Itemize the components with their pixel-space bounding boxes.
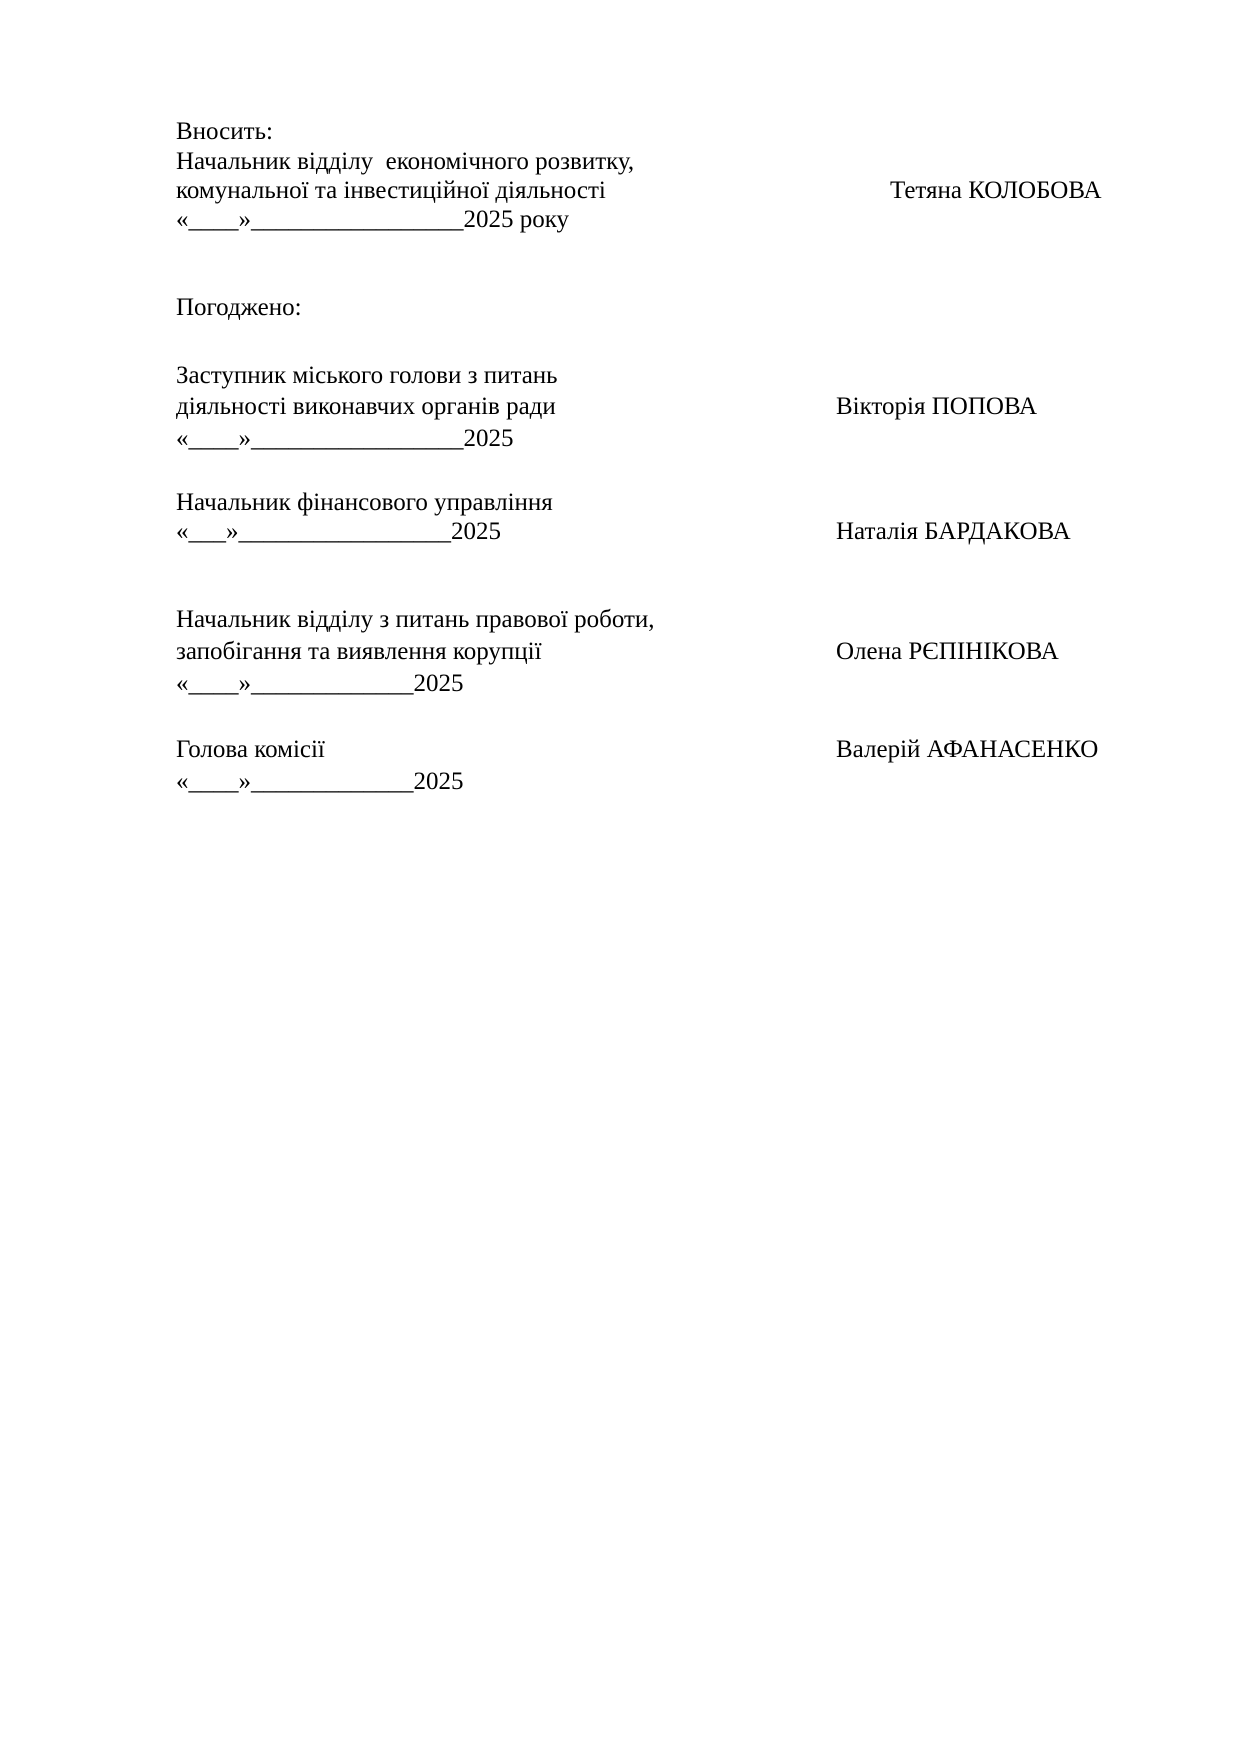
approval-3-name: Олена РЄПІНІКОВА bbox=[836, 638, 1059, 665]
approval-label: Погоджено: bbox=[176, 294, 302, 321]
approval-1-position-line-1: Заступник міського голови з питань bbox=[176, 362, 558, 389]
submitter-name: Тетяна КОЛОБОВА bbox=[890, 177, 1102, 204]
approval-4-position-line-1: Голова комісії bbox=[176, 736, 325, 763]
approval-4-name: Валерій АФАНАСЕНКО bbox=[836, 736, 1099, 763]
approval-3-position-line-1: Начальник відділу з питань правової роботи, bbox=[176, 606, 655, 633]
approval-1-name: Вікторія ПОПОВА bbox=[836, 393, 1038, 420]
submitter-date-line: «____»_________________2025 року bbox=[176, 206, 570, 233]
approval-4-date-line: «____»_____________2025 bbox=[176, 768, 464, 795]
submitter-label: Вносить: bbox=[176, 118, 273, 145]
submitter-position-line-1: Начальник відділу економічного розвитку, bbox=[176, 148, 635, 175]
approval-2-date-line: «___»_________________2025 bbox=[176, 518, 501, 545]
approval-3-date-line: «____»_____________2025 bbox=[176, 670, 464, 697]
approval-1-date-line: «____»_________________2025 bbox=[176, 425, 514, 452]
approval-2-name: Наталія БАРДАКОВА bbox=[836, 518, 1071, 545]
submitter-position-line-2: комунальної та інвестиційної діяльності bbox=[176, 177, 606, 204]
approval-2-position-line-1: Начальник фінансового управління bbox=[176, 489, 553, 516]
approval-1-position-line-2: діяльності виконавчих органів ради bbox=[176, 393, 556, 420]
approval-3-position-line-2: запобігання та виявлення корупції bbox=[176, 638, 542, 665]
